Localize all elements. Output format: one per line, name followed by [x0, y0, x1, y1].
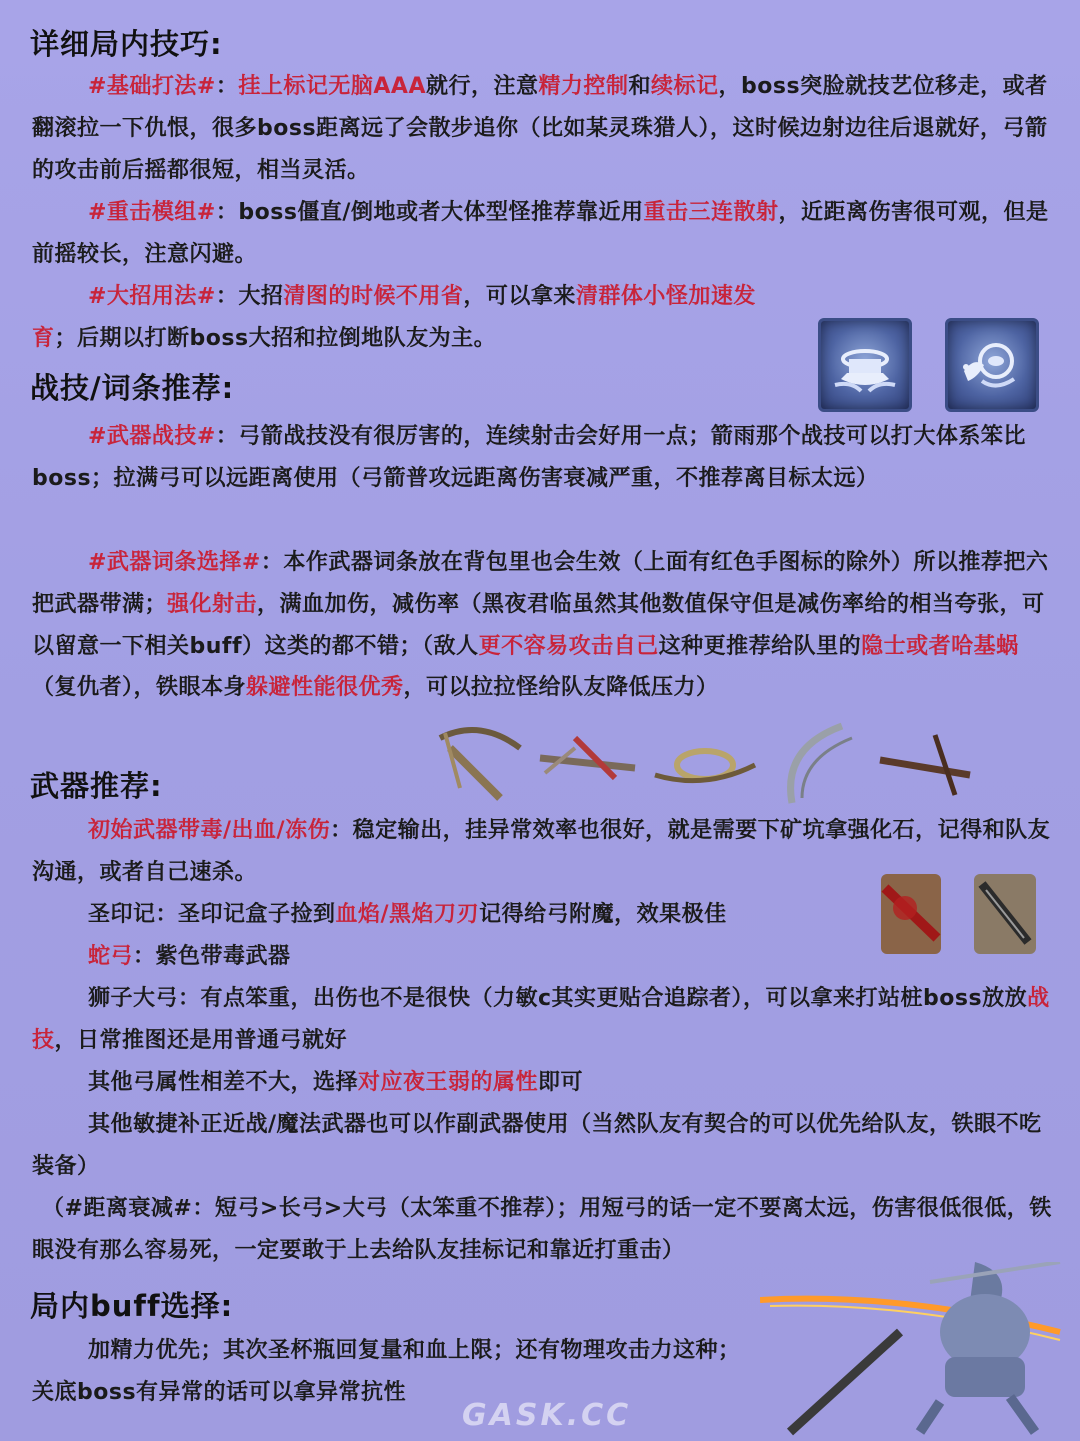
round-bow-weapon-icon [650, 735, 760, 795]
paragraph-ultimate: #大招用法#：大招清图的时候不用省，可以拿来清群体小怪加速发育；后期以打断boss大招和拉倒地队友为主。 [32, 284, 756, 351]
paragraph-weapon-skill: #武器战技#：弓箭战技没有很厉害的，连续射击会好用一点；箭雨那个战技可以打大体系笨比boss；拉满弓可以远距离使用（弓箭普攻远距离伤害衰减严重，不推荐离目标太远） [32, 424, 1026, 491]
ironeye-character-illustration [760, 1262, 1070, 1437]
watermark: GASK.CC [462, 1398, 632, 1433]
section-title-buffs: 局内buff选择: [30, 1289, 234, 1323]
red-crossbow-weapon-icon [535, 728, 640, 788]
paragraph-heavy-attack: #重击模组#：boss僵直/倒地或者大体型怪推荐靠近用重击三连散射，近距离伤害很可观，但是前摇较长，注意闪避。 [32, 200, 1049, 267]
paragraph-other-bows: 其他弓属性相差不大，选择对应夜王弱的属性即可 [88, 1070, 584, 1095]
paragraph-lion-bow: 狮子大弓：有点笨重，出伤也不是很快（力敏c其实更贴合追踪者），可以拿来打站桩boss放放战技，日常推图还是用普通弓就好 [32, 986, 1050, 1053]
section-title-skills: 战技/词条推荐: [30, 371, 235, 405]
black-blade-item-icon [968, 868, 1042, 960]
chalice-skill-icon [818, 318, 912, 412]
beast-skill-icon [945, 318, 1039, 412]
paragraph-starter-weapon: 初始武器带毒/出血/冻伤：稳定输出，挂异常效率也很好，就是需要下矿坑拿强化石，记得和队友沟通，或者自己速杀。 [32, 818, 1051, 885]
paragraph-weapon-affix: #武器词条选择#：本作武器词条放在背包里也会生效（上面有红色手图标的除外）所以推荐把六把武器带满；强化射击，满血加伤，减伤率（黑夜君临虽然其他数值保守但是减伤率给的相当夸张，可以留意一下相关buff）这类的都不错；（敌人更不容易攻击自己这种更推荐给队里的隐士或者哈基蜗（复仇者），铁眼本身躲避性能很优秀，可以拉拉怪给队友降低压力） [32, 550, 1049, 701]
paragraph-other-weapons: 其他敏捷补正近战/魔法武器也可以作副武器使用（当然队友有契合的可以优先给队友，铁眼不吃装备） [32, 1112, 1042, 1179]
dark-crossbow-weapon-icon [875, 730, 975, 800]
paragraph-distance-falloff: （#距离衰减#：短弓>长弓>大弓（太笨重不推荐）；用短弓的话一定不要离太远，伤害很低很低，铁眼没有那么容易死，一定要敢于上去给队友挂标记和靠近打重击） [32, 1196, 1052, 1263]
paragraph-seal: 圣印记：圣印记盒子捡到血焰/黑焰刀刃记得给弓附魔，效果极佳 [88, 902, 727, 927]
blood-blade-item-icon [875, 868, 947, 960]
section-title-weapons: 武器推荐: [30, 769, 163, 803]
section-title-tips: 详细局内技巧: [30, 27, 223, 61]
paragraph-snake-bow: 蛇弓：紫色带毒武器 [88, 944, 291, 969]
paragraph-basic-play: #基础打法#：挂上标记无脑AAA就行，注意精力控制和续标记，boss突脸就技艺位移走，或者翻滚拉一下仇恨，很多boss距离远了会散步追你（比如某灵珠猎人），这时候边射边往后退就好，弓箭的攻击前后摇都很短，相当灵活。 [32, 74, 1048, 183]
crossbow-weapon-icon [430, 718, 530, 808]
curved-bow-weapon-icon [772, 718, 862, 808]
tag-basic-play: #基础打法# [88, 74, 216, 99]
paragraph-buffs: 加精力优先；其次圣杯瓶回复量和血上限；还有物理攻击力这种；关底boss有异常的话可以拿异常抗性 [32, 1338, 741, 1405]
